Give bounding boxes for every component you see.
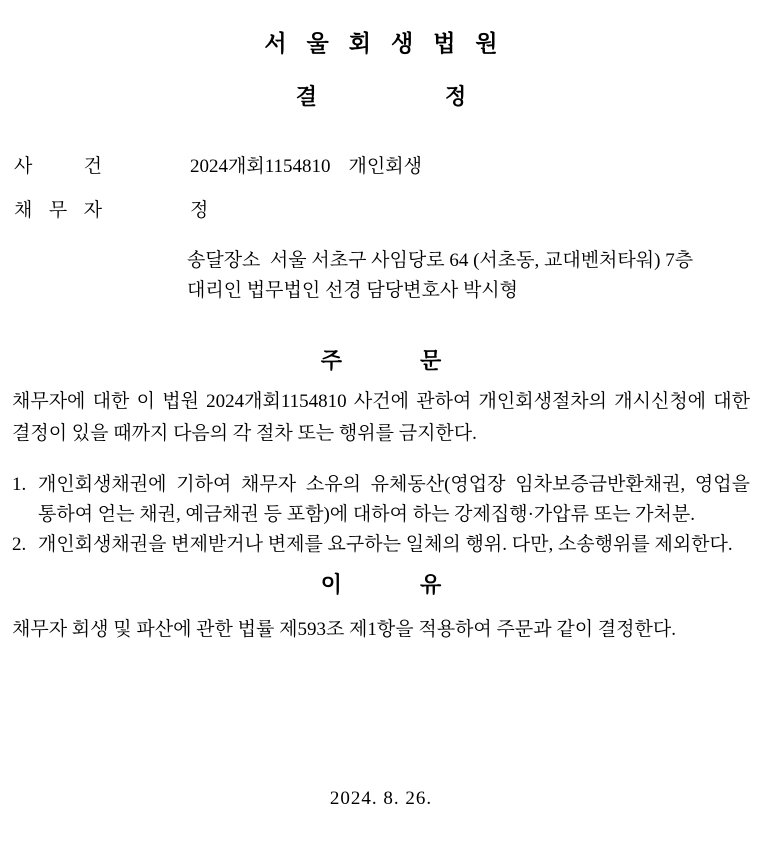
order-item [12, 470, 750, 530]
order-item-text: 개인회생채권에 기하여 채무자 소유의 유체동산(영업장 임차보증금반환채권, 영업을 통하여 얻는 채권, 예금채권 등 포함)에 대하여 하는 강제집행·가압류 또는 가처분. [38, 474, 750, 525]
document-type-heading: 결정 [295, 84, 595, 109]
decision-date: 2024. 8. 26. [329, 788, 433, 809]
debtor-details-block [187, 246, 750, 306]
attorney-line: 대리인 법무법인 선경 담당변호사 박시형 [187, 280, 519, 301]
debtor-label: 채 무 자 [14, 200, 102, 221]
order-body: 채무자에 대한 이 법원 2024개회1154810 사건에 관하여 개인회생절차의 개시신청에 대한 결정이 있을 때까지 다음의 각 절차 또는 행위를 금지한다. [12, 391, 750, 444]
court-name-heading: 서울회생법원 [264, 31, 518, 56]
case-type: 개인회생 [348, 156, 422, 177]
order-item [12, 530, 750, 560]
reason-body: 채무자 회생 및 파산에 관한 법률 제593조 제1항을 적용하여 주문과 같이 결정한다. [12, 619, 676, 640]
order-list [12, 470, 750, 560]
order-heading: 주문 [320, 348, 520, 373]
order-item-number: 1. [12, 474, 27, 495]
debtor-row [12, 198, 750, 224]
case-label: 사 건 [14, 156, 102, 177]
service-address-line: 송달장소 서울 서초구 사임당로 64 (서초동, 교대벤처타워) 7층 [187, 250, 694, 271]
case-row [12, 154, 750, 180]
order-item-number: 2. [12, 534, 27, 555]
order-item-text: 개인회생채권을 변제받거나 변제를 요구하는 일체의 행위. 다만, 소송행위를 제외한다. [38, 534, 733, 555]
case-number: 2024개회1154810 [190, 156, 331, 177]
debtor-value: 정 [190, 200, 209, 221]
reason-heading: 이유 [320, 572, 520, 597]
case-value [190, 154, 422, 180]
